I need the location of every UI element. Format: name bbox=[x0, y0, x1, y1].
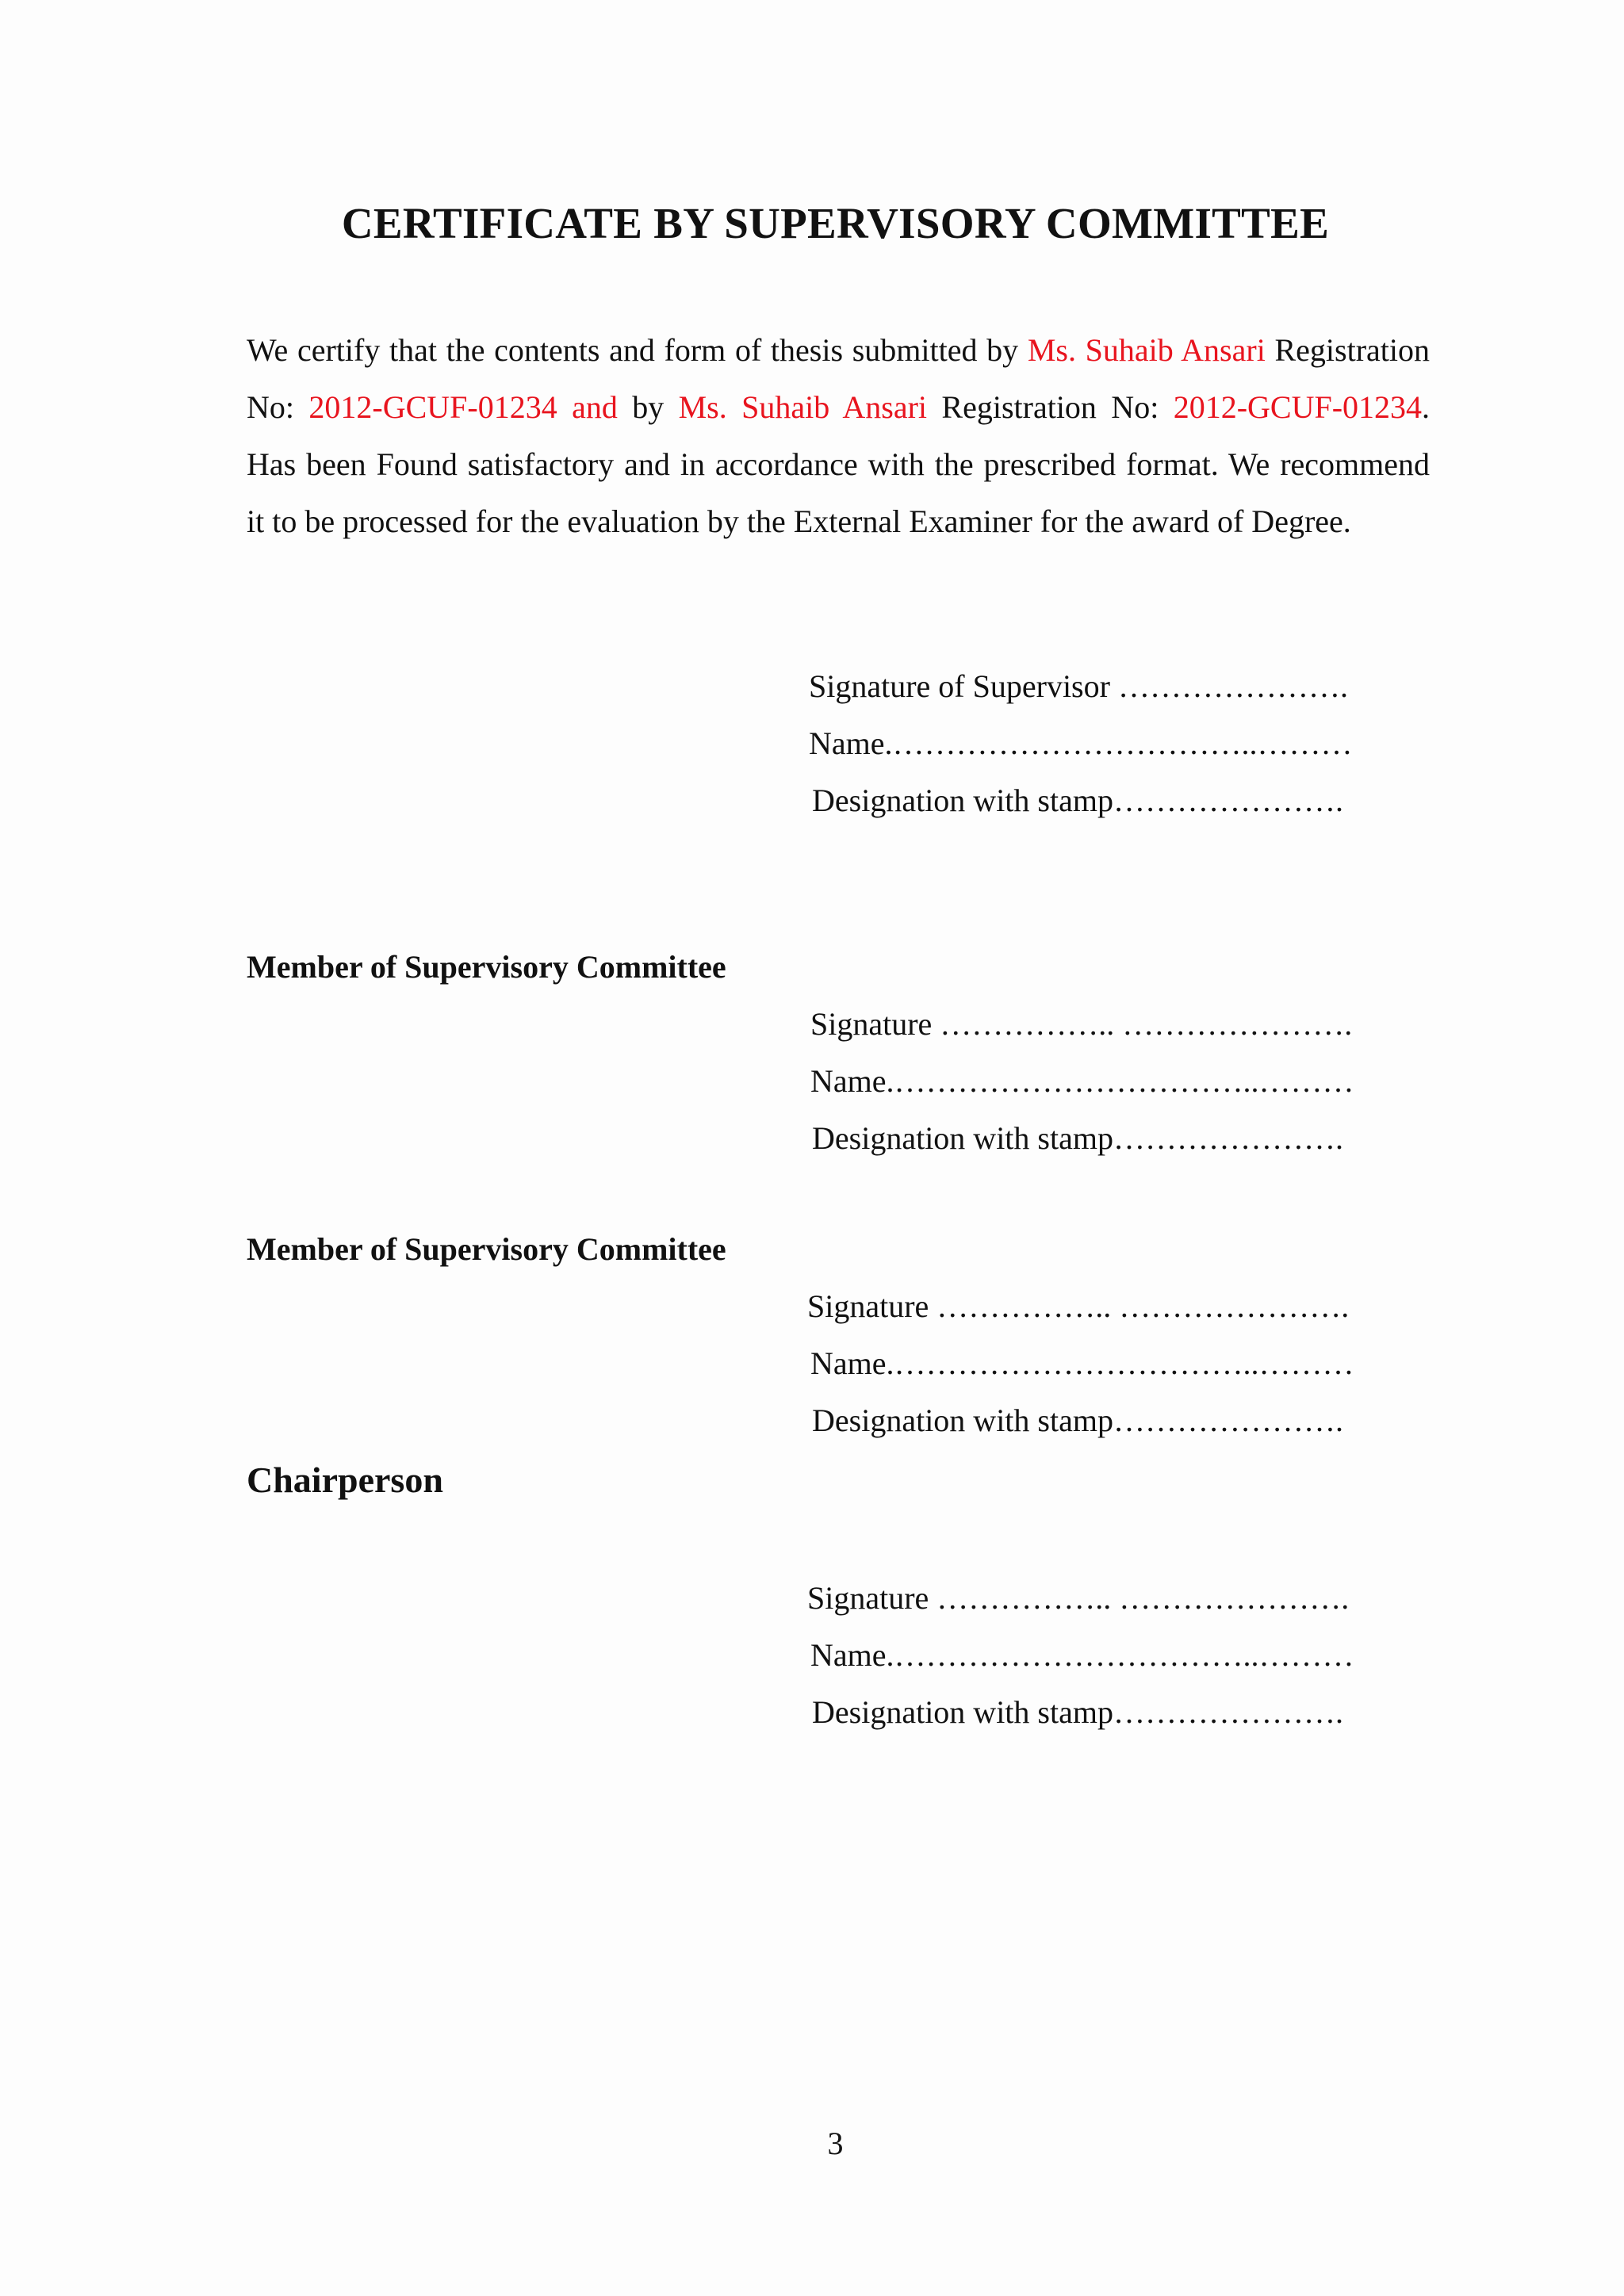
paragraph-line-3: Has been Found satisfactory and in accordance with the prescribed format. We recommend bbox=[247, 446, 1430, 482]
member-section-label: Member of Supervisory Committee bbox=[247, 949, 726, 985]
paragraph-text: Registration bbox=[1274, 332, 1431, 368]
paragraph-text: Registration No: bbox=[941, 389, 1159, 425]
paragraph-line-4: it to be processed for the evaluation by the External Examiner for the award of Degree. bbox=[247, 503, 1351, 539]
signature-line: Signature …………….. …………………. bbox=[807, 1288, 1350, 1324]
member-section-label: Member of Supervisory Committee bbox=[247, 1231, 726, 1267]
chairperson-label: Chairperson bbox=[247, 1460, 443, 1500]
paragraph-text: . bbox=[1422, 389, 1431, 425]
paragraph-text: No: bbox=[247, 389, 294, 425]
chairperson-signature-block bbox=[807, 1570, 1354, 1741]
paragraph-line-2 bbox=[247, 379, 1430, 436]
member1-signature-block bbox=[810, 996, 1354, 1167]
registration-number: 2012-GCUF-01234 and bbox=[308, 389, 618, 425]
page-title: CERTIFICATE BY SUPERVISORY COMMITTEE bbox=[341, 199, 1330, 247]
student-name: Ms. Suhaib Ansari bbox=[678, 389, 928, 425]
signature-line: Signature …………….. …………………. bbox=[810, 1006, 1353, 1042]
page-number: 3 bbox=[827, 2126, 844, 2161]
name-line: Name.……………………………..……… bbox=[809, 725, 1353, 761]
supervisor-signature-block bbox=[809, 658, 1353, 829]
name-line: Name.……………………………..……… bbox=[810, 1063, 1354, 1099]
name-line: Name.……………………………..……… bbox=[810, 1637, 1354, 1673]
paragraph-text: We certify that the contents and form of thesis submitted by bbox=[247, 332, 1019, 368]
designation-line: Designation with stamp…………………. bbox=[812, 1694, 1343, 1730]
student-name: Ms. Suhaib Ansari bbox=[1027, 332, 1266, 368]
registration-number: 2012-GCUF-01234 bbox=[1173, 389, 1423, 425]
signature-line: Signature of Supervisor …………………. bbox=[809, 668, 1348, 704]
certification-paragraph bbox=[247, 322, 1430, 550]
signature-line: Signature …………….. …………………. bbox=[807, 1580, 1350, 1616]
designation-line: Designation with stamp…………………. bbox=[812, 1120, 1343, 1156]
name-line: Name.……………………………..……… bbox=[810, 1345, 1354, 1381]
designation-line: Designation with stamp…………………. bbox=[812, 1402, 1343, 1438]
paragraph-text: by bbox=[632, 389, 665, 425]
designation-line: Designation with stamp…………………. bbox=[812, 783, 1343, 818]
member2-signature-block bbox=[807, 1278, 1354, 1449]
paragraph-line-1 bbox=[247, 322, 1430, 379]
